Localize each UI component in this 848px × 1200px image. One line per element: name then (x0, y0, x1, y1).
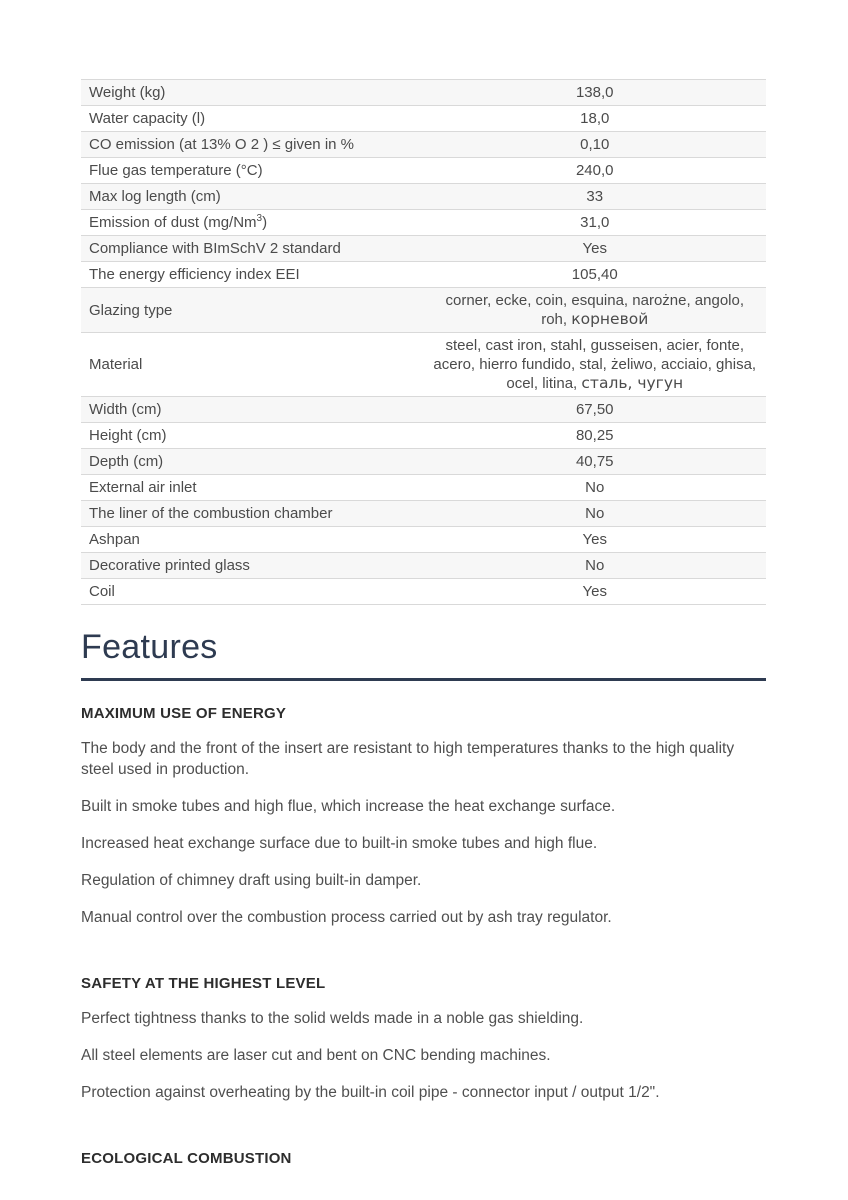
spec-value: 67,50 (424, 397, 767, 423)
spec-value: No (424, 501, 767, 527)
spec-label: The energy efficiency index EEI (81, 262, 424, 288)
table-row (81, 579, 766, 605)
table-row (81, 397, 766, 423)
spec-table (81, 79, 766, 605)
features-divider (81, 678, 766, 681)
spec-value: 105,40 (424, 262, 767, 288)
table-row (81, 106, 766, 132)
table-row (81, 501, 766, 527)
feature-subsection (81, 705, 766, 928)
spec-label: Depth (cm) (81, 449, 424, 475)
spec-value: 240,0 (424, 158, 767, 184)
superscript: 3 (256, 213, 263, 224)
spec-value: steel, cast iron, stahl, gusseisen, acier, fonte, acero, hierro fundido, stal, żeliwo, acciaio, ghisa, ocel, litina, сталь, чугун (424, 333, 767, 397)
spec-value: Yes (424, 579, 767, 605)
spec-label: Glazing type (81, 288, 424, 333)
spec-label: Material (81, 333, 424, 397)
table-row (81, 288, 766, 333)
spec-label: External air inlet (81, 475, 424, 501)
spec-value: 0,10 (424, 132, 767, 158)
cyrillic-text: корневой (571, 310, 649, 328)
table-row (81, 262, 766, 288)
spec-value: No (424, 553, 767, 579)
spec-label: Emission of dust (mg/Nm$^3$) (81, 210, 424, 236)
spec-table-body (81, 80, 766, 605)
feature-paragraph: All steel elements are laser cut and bent on CNC bending machines. (81, 1047, 551, 1064)
feature-subheading: ECOLOGICAL COMBUSTION (81, 1150, 292, 1167)
spec-label: The liner of the combustion chamber (81, 501, 424, 527)
spec-value: Yes (424, 236, 767, 262)
spec-value: 31,0 (424, 210, 767, 236)
features-heading: Features (81, 628, 218, 666)
feature-paragraph: The body and the front of the insert are resistant to high temperatures thanks to the high quality steel used in production. (81, 740, 735, 778)
feature-paragraph: Manual control over the combustion process carried out by ash tray regulator. (81, 909, 612, 926)
spec-value: corner, ecke, coin, esquina, narożne, angolo, roh, корневой (424, 288, 767, 333)
table-row (81, 80, 766, 106)
feature-subsection (81, 1150, 766, 1167)
spec-label: Height (cm) (81, 423, 424, 449)
feature-paragraph: Regulation of chimney draft using built-in damper. (81, 872, 422, 889)
spec-value: Yes (424, 527, 767, 553)
cyrillic-text: сталь, чугун (581, 374, 684, 392)
table-row (81, 184, 766, 210)
table-row (81, 553, 766, 579)
spec-label: Weight (kg) (81, 80, 424, 106)
spec-label: Decorative printed glass (81, 553, 424, 579)
feature-paragraph: Increased heat exchange surface due to built-in smoke tubes and high flue. (81, 835, 598, 852)
table-row (81, 449, 766, 475)
feature-subheading: MAXIMUM USE OF ENERGY (81, 705, 287, 722)
spec-value: 33 (424, 184, 767, 210)
spec-value: 40,75 (424, 449, 767, 475)
spec-label: CO emission (at 13% O 2 ) ≤ given in % (81, 132, 424, 158)
feature-subsection (81, 975, 766, 1103)
spec-value: 138,0 (424, 80, 767, 106)
feature-paragraph: Protection against overheating by the built-in coil pipe - connector input / output 1/2". (81, 1084, 660, 1101)
table-row (81, 210, 766, 236)
spec-value: No (424, 475, 767, 501)
table-row (81, 236, 766, 262)
spec-value: 80,25 (424, 423, 767, 449)
spec-value: 18,0 (424, 106, 767, 132)
spec-label: Width (cm) (81, 397, 424, 423)
feature-paragraph: Perfect tightness thanks to the solid welds made in a noble gas shielding. (81, 1010, 584, 1027)
table-row (81, 333, 766, 397)
spec-label: Compliance with BImSchV 2 standard (81, 236, 424, 262)
spec-label: Water capacity (l) (81, 106, 424, 132)
spec-label: Flue gas temperature (°C) (81, 158, 424, 184)
table-row (81, 475, 766, 501)
feature-paragraph: Built in smoke tubes and high flue, which increase the heat exchange surface. (81, 798, 616, 815)
spec-label: Coil (81, 579, 424, 605)
spec-label: Ashpan (81, 527, 424, 553)
features-sections (81, 705, 766, 1167)
table-row (81, 158, 766, 184)
table-row (81, 132, 766, 158)
spec-label: Max log length (cm) (81, 184, 424, 210)
feature-subheading: SAFETY AT THE HIGHEST LEVEL (81, 975, 326, 992)
table-row (81, 527, 766, 553)
table-row (81, 423, 766, 449)
